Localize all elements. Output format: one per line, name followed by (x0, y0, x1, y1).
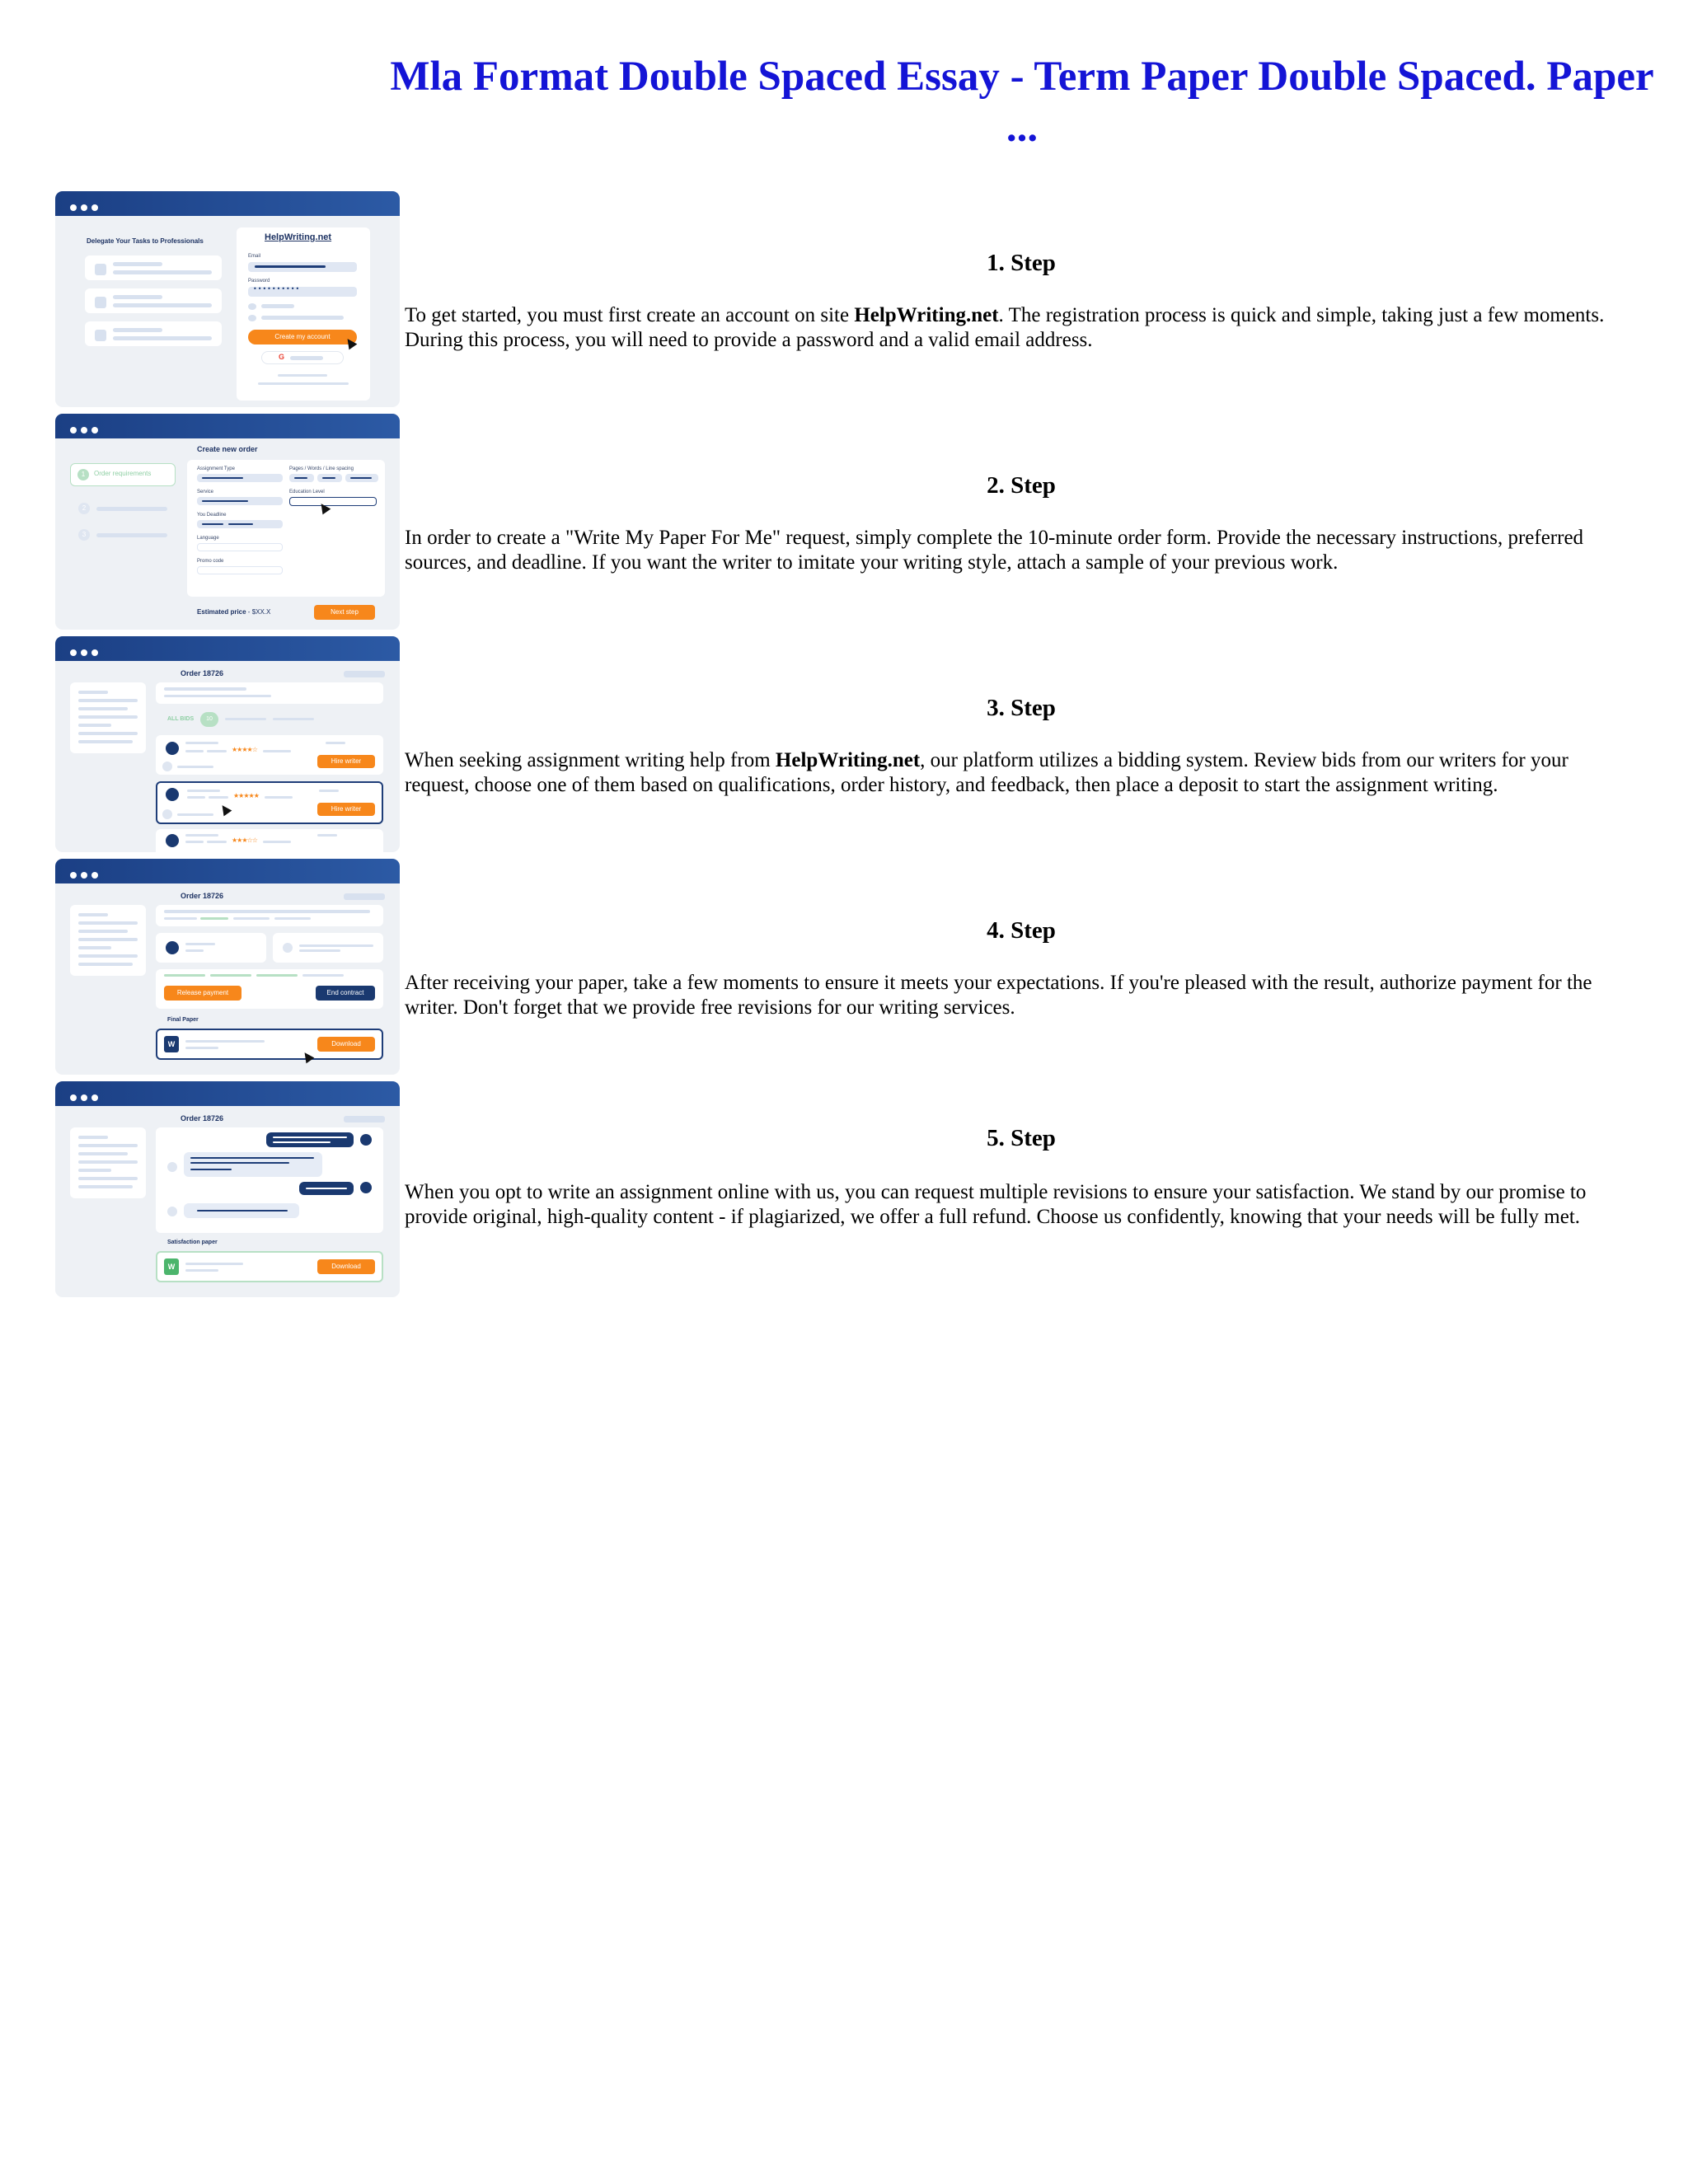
bids-count-badge: 10 (200, 712, 218, 727)
email-label: Email (248, 254, 261, 259)
hire-writer-button[interactable]: Hire writer (317, 803, 375, 816)
download-button[interactable]: Download (317, 1259, 375, 1274)
satisfaction-paper-card[interactable] (156, 1251, 383, 1282)
mock-heading: Delegate Your Tasks to Professionals (87, 237, 204, 245)
step-description: After receiving your paper, take a few moments to ensure it meets your expectations. If you're pleased with the result, authorize payment for the writer. Don't forget that we provide free revisions for our writing services. (405, 972, 1592, 1019)
education-level-select[interactable] (289, 497, 377, 506)
step-3-illustration (55, 636, 400, 852)
password-field[interactable] (248, 287, 357, 297)
user-avatar (359, 1180, 373, 1195)
satisfaction-paper-label: Satisfaction paper (167, 1240, 218, 1245)
signup-form (237, 227, 370, 401)
estimated-price: Estimated price - $XX.X (197, 608, 271, 616)
bid-card (156, 829, 383, 852)
create-account-button[interactable]: Create my account (248, 330, 357, 344)
language-select[interactable] (197, 543, 283, 551)
step-5 (55, 1081, 1638, 1297)
step-4-illustration (55, 859, 400, 1075)
step-number: 1 (77, 469, 89, 480)
brand-name: HelpWriting.net (854, 304, 999, 326)
document-icon: W (164, 1036, 179, 1052)
browser-bar (55, 191, 400, 216)
step-1 (55, 191, 1638, 407)
step-description: To get started, you must first create an account on site HelpWriting.net. The registration process is quick and simple, taking just a few moments. During this process, you will need to provide a password and a valid email address. (405, 304, 1605, 351)
order-number: Order 18726 (181, 669, 224, 677)
chat-message-out (266, 1132, 354, 1147)
step-1-illustration (55, 191, 400, 407)
sidebar-item-order-requirements[interactable]: 1 Order requirements (70, 463, 176, 486)
bid-card-selected[interactable] (156, 781, 383, 824)
step-title: 2. Step (987, 472, 1056, 499)
document-icon: W (164, 1258, 179, 1275)
step-title: 4. Step (987, 917, 1056, 944)
rating-stars: ★★★★☆ (232, 746, 257, 753)
chat-panel (156, 1127, 383, 1233)
window-dots-icon (70, 868, 102, 874)
chat-message-out (299, 1182, 354, 1195)
step-title: 5. Step (987, 1125, 1056, 1151)
final-paper-card[interactable] (156, 1029, 383, 1060)
browser-bar (55, 414, 400, 438)
writer-avatar (164, 786, 181, 803)
step-description: In order to create a "Write My Paper For Me" request, simply complete the 10-minute order form. Provide the necessary instructions, preferred sources, and deadline. If you want the writer to imitate your writing style, attach a sample of your previous work. (405, 527, 1584, 574)
deadline-field[interactable] (197, 520, 283, 528)
window-dots-icon (70, 1090, 102, 1097)
writer-avatar (164, 832, 181, 849)
rating-stars: ★★★★★ (233, 792, 259, 799)
window-dots-icon (70, 645, 102, 652)
step-title: 1. Step (987, 250, 1056, 276)
step-2 (55, 414, 1638, 630)
writer-avatar (164, 940, 181, 956)
step-3 (55, 636, 1638, 852)
final-paper-label: Final Paper (167, 1017, 199, 1023)
order-number: Order 18726 (181, 1114, 224, 1122)
service-select[interactable] (197, 497, 283, 505)
password-label: Password (248, 279, 270, 284)
cursor-icon (218, 803, 232, 817)
step-number: 3 (78, 529, 90, 541)
email-field[interactable] (248, 262, 357, 272)
browser-bar (55, 636, 400, 661)
window-dots-icon (70, 423, 102, 429)
hire-writer-button[interactable]: Hire writer (317, 755, 375, 768)
logo: HelpWriting.net (265, 232, 332, 242)
promo-code-input[interactable] (197, 566, 283, 574)
download-button[interactable]: Download (317, 1037, 375, 1052)
step-number: 2 (78, 503, 90, 514)
google-icon: G (279, 353, 285, 361)
step-2-illustration (55, 414, 400, 630)
writer-avatar (164, 740, 181, 757)
assignment-type-select[interactable] (197, 474, 283, 482)
all-bids-label: ALL BIDS (167, 716, 195, 722)
browser-bar (55, 1081, 400, 1106)
step-description: When seeking assignment writing help from HelpWriting.net, our platform utilizes a bidding system. Review bids from our writers for your request, choose one of them based on qualifications, order history, and feedback, then place a deposit to start the assignment writing. (405, 749, 1568, 796)
step-title: 3. Step (987, 695, 1056, 721)
browser-bar (55, 859, 400, 883)
bid-card (156, 735, 383, 775)
end-contract-button[interactable]: End contract (316, 986, 375, 1001)
cursor-icon (301, 1050, 315, 1064)
step-4 (55, 859, 1638, 1075)
user-avatar (359, 1132, 373, 1147)
step-description: When you opt to write an assignment online with us, you can request multiple revisions to ensure your satisfaction. We stand by our promise to provide original, high-quality content - if plagiarized, we offer a full refund. Choose us confidently, knowing that your needs will be fully met. (405, 1181, 1587, 1228)
chat-message-in (184, 1203, 299, 1218)
page-title: Mla Format Double Spaced Essay - Term Paper Double Spaced. Paper ... (390, 54, 1654, 151)
release-payment-button[interactable]: Release payment (164, 986, 241, 1001)
google-button[interactable] (261, 351, 344, 364)
step-5-illustration (55, 1081, 400, 1297)
window-dots-icon (70, 200, 102, 207)
form-heading: Create new order (197, 445, 258, 453)
rating-stars: ★★★☆☆ (232, 837, 257, 844)
brand-name: HelpWriting.net (775, 749, 921, 771)
next-step-button[interactable]: Next step (314, 605, 375, 620)
chat-message-in (184, 1152, 322, 1177)
order-number: Order 18726 (181, 892, 224, 900)
order-form: Assignment Type Pages / Words / Line spacing Service Education Level You Deadline Language Promo code (187, 460, 385, 597)
password-mask: •••••••••• (253, 285, 301, 293)
